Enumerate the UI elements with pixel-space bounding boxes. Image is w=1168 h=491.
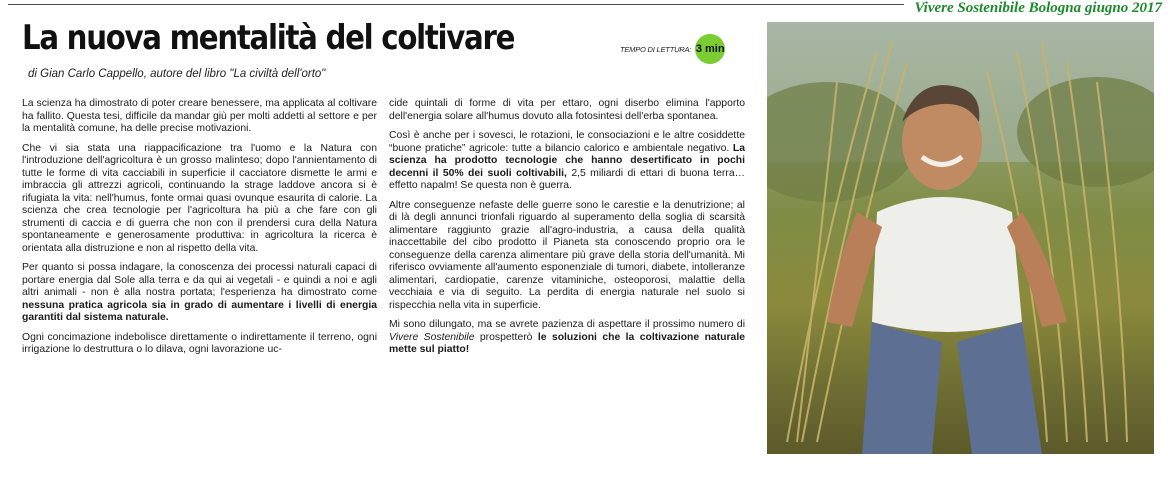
text-run: Per quanto si possa indagare, la conoscenza dei processi naturali capaci di portare energia dal Sole alla terra e da qui ai vegetali - e quindi a noi e agli altri animali - non è alla nostra portata; l'esperienza ha dimostrato come — [22, 262, 377, 298]
bold-text: le soluzioni che la coltivazione naturale mette sul piatto! — [389, 331, 745, 355]
paragraph — [389, 319, 745, 357]
reading-time — [620, 34, 725, 64]
text-run: 2,5 miliardi di ettari di buona terra… effetto napalm! Se questa non è guerra. — [389, 167, 746, 191]
article-column-1 — [22, 98, 377, 364]
italic-text: Vivere Sostenibile — [389, 331, 475, 343]
bold-text: La scienza ha prodotto tecnologie che hanno desertificato in pochi decenni il 50% dei suoli coltivabili, — [389, 142, 745, 179]
reading-time-badge: 3 min — [695, 34, 725, 64]
reading-time-label: TEMPO DI LETTURA: — [620, 44, 692, 54]
paragraph — [22, 262, 377, 325]
author-photo — [767, 22, 1154, 454]
headline: La nuova mentalità del coltivare — [22, 18, 515, 58]
paragraph: La scienza ha dimostrato di poter creare benessere, ma applicata al coltivare ha fallito. Questa tesi, difficile da mandar giù per molti addetti al settore e per la mentalità comune, ha delle precise motivazioni. — [22, 98, 377, 134]
paragraph: cide quintali di forme di vita per ettaro, ogni diserbo elimina l'apporto dell'energia solare all'humus dovuto alla fotosintesi dell'erba spontanea. — [389, 98, 745, 122]
paragraph — [389, 130, 745, 193]
text-run: Mi sono dilungato, ma se avrete pazienza di aspettare il prossimo numero di — [389, 319, 745, 330]
byline: di Gian Carlo Cappello, autore del libro "La civiltà dell'orto" — [28, 68, 326, 80]
paragraph: Altre conseguenze nefaste delle guerre sono le carestie e la denutrizione; al di là degli annunci trionfali riguardo al superamento della soglia di scarsità alimentare raggiunto grazie all'agro-industria, a causa della qualità inaccettabile del cibo prodotto il Pianeta sta conoscendo proprio ora le conseguenze della carenza alimentare più grave della storia dell'umanità. Mi riferisco ovviamente all'aumento esponenziale di tumori, diabete, intolleranze alimentari, cardiopatie, carenze vitaminiche, osteoporosi, malattie della vecchiaia e via di seguito. La perdita di energia naturale nel suolo si rispecchia nella vita in superficie. — [389, 199, 745, 311]
article-column-2 — [389, 98, 745, 364]
paragraph: Ogni concimazione indebolisce direttamente o indirettamente il terreno, ogni irrigazione lo destruttura o lo dilava, ogni lavorazione uc- — [22, 331, 377, 355]
paragraph: Che vi sia stata una riappacificazione tra l'uomo e la Natura con l'introduzione dell'agricoltura è un grosso malinteso; dopo l'annientamento di tutte le forme di vita cacciabili in superficie il cacciatore dismette le armi e imbraccia gli attrezzi agricoli, continuando la strage laddove ancora si è rifugiata la vita: nell'humus, fonte ormai quasi ovunque esaurita di calorie. La scienza che crea tecnologie per l'agricoltura ha più a che fare con gli strumenti di caccia e di guerra che non con il prendersi cura della Natura spontaneamente e generosamente produttiva: in agricoltura la ricerca è orientata alla distruzione e non al rispetto della vita. — [22, 142, 377, 254]
issue-tag: Vivere Sostenibile Bologna giugno 2017 — [914, 0, 1162, 16]
top-rule — [8, 4, 904, 5]
bold-text: nessuna pratica agricola sia in grado di aumentare i livelli di energia garantiti dal sistema naturale. — [22, 299, 377, 323]
text-run: Così è anche per i sovesci, le rotazioni, le consociazioni e le altre cosiddette “buone pratiche” agricole: tutte a bilancio calorico e ambientale negativo. — [389, 130, 745, 154]
text-run: prospetterò — [474, 331, 538, 343]
